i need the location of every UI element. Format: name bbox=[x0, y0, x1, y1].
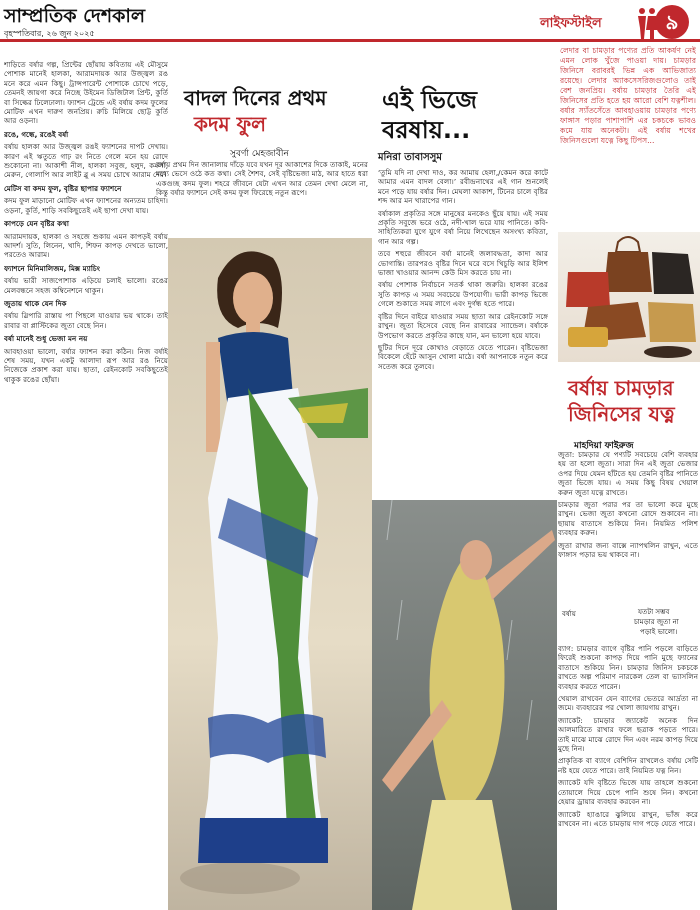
subheading: কাপড়ে যেন বৃষ্টির কথা bbox=[4, 219, 69, 229]
newspaper-masthead: সাম্প্রতিক দেশকাল bbox=[4, 5, 146, 27]
paragraph: আবহাওয়া ভালো, বর্ষার ফ্যাশন করা কঠিন। নিজ বর্ষাই শেষ সময়, যখন একটু আলাদা রূপ আর রঙ নিয়ে নিজেকে প্রকাশ করা যায়। ছাতা, রেইনকোট সবকিছুতেই থাকুক রঙের ছোঁয়া। bbox=[4, 346, 168, 384]
paragraph: বৃষ্টির দিনে বাইরে যাওয়ার সময় ছাতা আর রেইনকোট সঙ্গে রাখুন। জুতা হিসেবে বেছে নিন রাবারের স্যান্ডেল। বর্ষাকে উপভোগ করতে প্রকৃতির কাছে যান, মন ভালো হয়ে যাবে। bbox=[378, 311, 548, 340]
paragraph: বর্ষায় স্লিপারি রাস্তায় পা পিছলে যাওয়ার ভয় থাকে। তাই রাবার বা প্লাস্টিকের জুতা বেছে নিন। bbox=[4, 311, 168, 330]
shoe-caption-line3: পড়াই ভালো। bbox=[640, 628, 678, 636]
center-article-author: সুবর্ণা মেহজাবীন bbox=[230, 149, 289, 159]
middle-article-title-line1: এই ভিজে bbox=[382, 86, 477, 114]
left-column-text bbox=[4, 60, 168, 902]
paragraph: বর্ষাকাল প্রকৃতির সঙ্গে মানুষের মনকেও ছুঁয়ে যায়। এই সময় প্রকৃতি সবুজে ভরে ওঠে, নদী-খাল ভরে যায় পানিতে। কবি-সাহিত্যিকরা যুগে যুগে বর্ষা নিয়ে লিখেছেন অসংখ্য কবিতা, গান আর গল্প। bbox=[378, 208, 548, 246]
paragraph: জুতা: চামড়ার যে পণ্যটি সবচেয়ে বেশি ব্যবহার হয় তা হলো জুতা। সারা দিন এই জুতা ভেজার ওপর দিয়ে যেমন হাঁটতে হয় তেমনি বৃষ্টির পানিতে জুতা ভিজে যায়। এ সময় কিছু বিষয় খেয়াল করুন জুতা যত্নে রাখতে। bbox=[558, 450, 698, 497]
subheading: রঙে, গন্ধে, রঙেই বর্ষা bbox=[4, 129, 69, 139]
middle-article-author: মনিরা তাবাসসুম bbox=[378, 152, 442, 163]
leather-products-photo bbox=[558, 232, 700, 362]
saree-model-photo bbox=[168, 238, 372, 910]
paragraph: জুতা রাখার জন্য বাক্সে ন্যাপথলিন রাখুন, এতে ফাঙ্গাস পড়ার ভয় থাকবে না। bbox=[558, 540, 698, 560]
paragraph: বর্ষায় ভারী সাজপোশাক এড়িয়ে চলাই ভালো। রঙের মেলবন্ধনে সহজ কম্বিনেশনে থাকুন। bbox=[4, 276, 168, 295]
center-article-title-line2: কদম ফুল bbox=[194, 112, 267, 136]
paragraph: বর্ষায় হালকা আর উজ্জ্বল রঙই ফ্যাশনের দাপট দেখায়। কারণ এই ঋতুতে গাঢ় রং নিতে গেলে মনে হয় রোদে শুকোনো না। আকাশী নীল, হালকা সবুজ, হলুদ, কমলা, মেরুন, গোলাপি আর লাইট ব্লু এ সময় চোখে আরাম দেয়। bbox=[4, 142, 168, 180]
paragraph: জ্যাকেট: চামড়ার জ্যাকেট অনেক দিন আলমারিতে রাখার ফলে ছত্রাক পড়তে পারে। তাই মাঝে মাঝে রোদে দিন এবং নরম কাপড় দিয়ে মুছে নিন। bbox=[558, 715, 698, 754]
leather-article-author: মাহদিয়া ফাইরুজ bbox=[574, 441, 634, 451]
shoe-caption-line1: যতটা সম্ভব bbox=[638, 608, 670, 616]
leather-article-title-line2: জিনিসের যত্ন bbox=[568, 402, 675, 426]
publication-date: বৃহস্পতিবার, ২৬ জুন ২০২৫ bbox=[4, 29, 95, 38]
subheading: জুতায় থাকে যেন দিক bbox=[4, 298, 67, 308]
paragraph: জ্যাকেট হ্যাঙারে ঝুলিয়ে রাখুন, ভাঁজ করে রাখবেন না। এতে চামড়ায় দাগ পড়ে যেতে পারে। bbox=[558, 809, 698, 828]
subheading: ফ্যাশনে মিনিমালিজম, মিক্স ম্যাচিং bbox=[4, 263, 100, 273]
page-header bbox=[0, 0, 700, 48]
paragraph: তবে শহুরে জীবনে বর্ষা মানেই জলাবদ্ধতা, কাদা আর ভোগান্তি। তারপরও বৃষ্টির দিনে ঘরে বসে খিচুড়ি আর ইলিশ ভাজা খাওয়ার আনন্দ কেউ মিস করতে চায় না। bbox=[378, 249, 548, 278]
paragraph: আরামদায়ক, হালকা ও সহজে শুকায় এমন কাপড়ই বর্ষায় আদর্শ। সুতি, লিনেন, খাদি, শিফন কাপড় দেখতে ভালো, পরতেও আরাম। bbox=[4, 231, 168, 260]
center-article-title-line1: বাদল দিনের প্রথম bbox=[184, 86, 327, 110]
paragraph: ছুটির দিনে দূরে কোথাও বেড়াতে যেতে পারেন। বৃষ্টিভেজা বিকেলে হেঁটে আসুন খোলা মাঠে। বর্ষা আপনাকে নতুন করে সতেজ করে তুলবে। bbox=[378, 342, 548, 371]
paragraph: ব্যাগ: চামড়ার ব্যাগে বৃষ্টির পানি পড়লে বাড়িতে ফিরেই শুকনো কাপড় দিয়ে পানি মুছে ফ্যানের বাতাসে শুকিয়ে নিন। চামড়ার জিনিস চকচকে রাখতে অল্প পরিমাণ নারকেল তেল বা ভ্যাসলিন ব্যবহার করতে পারেন। bbox=[558, 644, 698, 691]
leather-article bbox=[558, 362, 700, 910]
paragraph: খেয়াল রাখবেন যেন ব্যাগের ভেতরে আর্দ্রতা না জমে। ব্যবহারের পর খোলা জায়গায় রাখুন। bbox=[558, 694, 698, 713]
paragraph: শাড়িতে বর্ষার গল্প, প্রিন্টের ছোঁয়ায় কবিতায় এই মৌসুমে পোশাক মানেই হালকা, আরামদায়ক আর উজ্জ্বল রঙ মনে করে এমন কিছু। ট্রান্সপারেন্ট পোশাকে চোখে পড়ে, তেমনই জায়গা করে নিচ্ছে উইমেন ডিজিটাল প্রিন্ট, কুর্তি বা সিল্কের ঢিলেঢালা। ফ্যাশন ট্রেন্ডে এই বর্ষায় কদম ফুলের মোটিফ এখন দারুণ জনপ্রিয়। রুচি মিলিয়ে ছোট্ট কুর্তি আর ওড়না। bbox=[4, 60, 168, 126]
center-article-intro: বর্ষায় প্রথম দিন জানালায় দাঁড়ে যবে যখন দূর আকাশের দিকে তাকাই, মনের মধ্যে ভেসে ওঠে কত কথা। সেই শৈশব, সেই বৃষ্টিভেজা মাঠ, আর হাতে ধরা একগুচ্ছ কদম ফুল। শহরে জীবনে যেটা এখন আর তেমন দেখা মেলে না, কিন্তু বর্ষার ফ্যাশনে সেই কদম ফুল ফিরেছে নতুন রূপে। bbox=[156, 160, 368, 198]
paragraph: প্রাকৃতিক বা ব্যাগে বেশিদিন রাখলেও বর্ষায় সেটি নষ্ট হয়ে যেতে পারে। তাই নিয়মিত যত্ন নিন। bbox=[558, 756, 698, 775]
header-rule bbox=[0, 39, 700, 42]
rain-woman-photo bbox=[372, 500, 557, 910]
paragraph: ‘তুমি যদি না দেখা দাও, কর আমায় হেলা,/কেমন করে কাটে আমার এমন বাদল বেলা।’ রবীন্দ্রনাথের এই গান শুনলেই মনে পড়ে যায় বর্ষার দিন। মেঘলা আকাশ, টিনের চালে বৃষ্টির শব্দ আর মন খারাপের গান। bbox=[378, 168, 548, 206]
section-title: লাইফস্টাইল bbox=[540, 16, 602, 31]
leather-intro-text: লেদার বা চামড়ার পণ্যের প্রতি আকর্ষণ নেই এমন লোক খুঁজে পাওয়া দায়। চামড়ার জিনিসে বরাবরই ভিন্ন এক আভিজাত্য রয়েছে। লেদার অ্যাকসেসরিজগুলোও তাই বেশ জনপ্রিয়। বর্ষায় চামড়ার তৈরি এই জিনিসের প্রতি হতে হয় আরো বেশি যত্নশীল। বর্ষার স্যাঁতসেঁতে আবহাওয়ায় চামড়ার পণ্যে ফাঙ্গাস পড়ার পাশাপাশি এর চকচকে ভাবও কমে যায় অনেকটা। এই বর্ষায় শখের জিনিসগুলো যত্নে কিছু টিপস... bbox=[560, 46, 696, 145]
page-number-badge: ৯ bbox=[655, 5, 689, 39]
leather-article-title-line1: বর্ষায় চামড়ার bbox=[568, 376, 674, 400]
subheading: মেটিস বা কদম ফুল, বৃষ্টির ছাপার ফ্যাশনে bbox=[4, 183, 122, 193]
shoe-caption-line2: চামড়ার জুতা না bbox=[634, 618, 679, 626]
shoe-caption-side: বর্ষায় bbox=[562, 610, 576, 618]
subheading: বর্ষা মানেই শুধু ভেজা মন নয় bbox=[4, 334, 88, 344]
middle-article-title-line2: বরষায়... bbox=[382, 116, 471, 144]
paragraph: বর্ষায় পোশাক নির্বাচনে সতর্ক থাকা জরুরি। হালকা রঙের সুতি কাপড় এ সময় সবচেয়ে উপযোগী। ভারী কাপড় ভিজে গেলে শুকাতে সময় লাগে এবং দুর্গন্ধ হতে পারে। bbox=[378, 280, 548, 309]
paragraph: কদম ফুল মাড়ানো মোটিফ এখন ফ্যাশনের অন্যতম চাহিদা। ওড়না, কুর্তি, শাড়ি সবকিছুতেই এই ছাপা দেখা যায়। bbox=[4, 196, 168, 215]
leather-article-body-continued bbox=[558, 644, 698, 906]
paragraph: জ্যাকেট যদি বৃষ্টিতে ভিজে যায় তাহলে শুকনো তোয়ালে দিয়ে চেপে পানি শুষে নিন। কখনো হেয়ার ড্রায়ার ব্যবহার করবেন না। bbox=[558, 778, 698, 807]
paragraph: চামড়ার জুতা পরার পর তা ভালো করে মুছে রাখুন। ভেজা জুতা কখনো রোদে শুকাবেন না। ছায়ায় বাতাসে শুকিয়ে নিন। নিয়মিত পলিশ ব্যবহার করুন। bbox=[558, 500, 698, 538]
